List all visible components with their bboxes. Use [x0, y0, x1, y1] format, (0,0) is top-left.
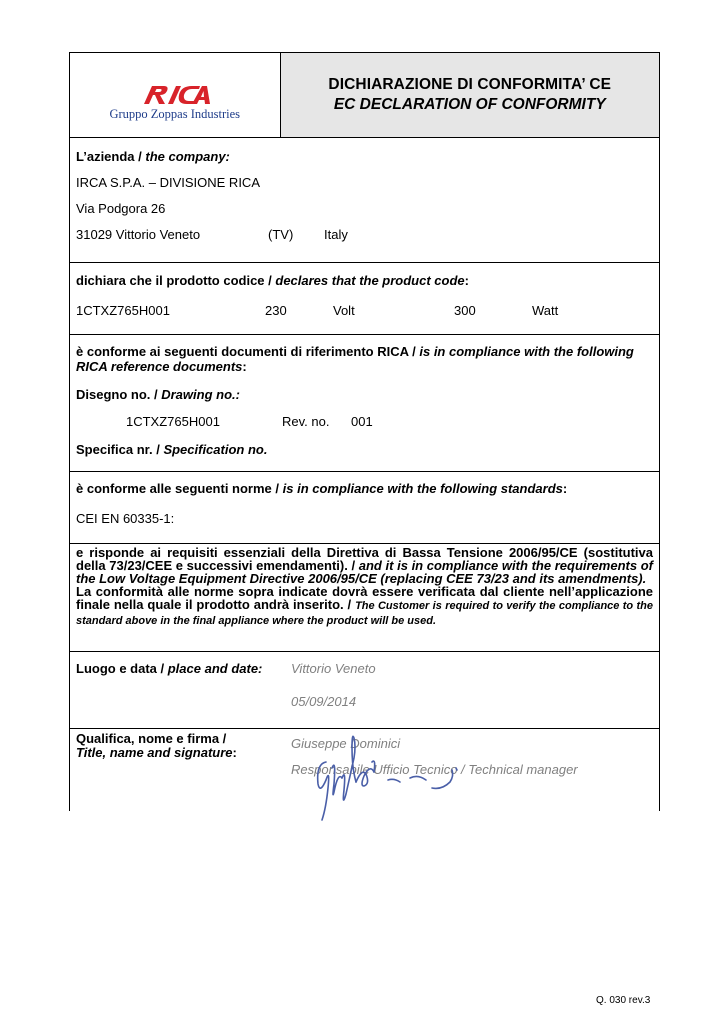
place-date-label-cell	[70, 652, 281, 729]
directive-text: e risponde ai requisiti essenziali della Direttiva di Bassa Tensione 2006/95/CE (sostitutiva della 73/23/CEE e successivi emendamenti). / and it is in compliance with the requirements of the Low Voltage Equipment Directive 2006/95/CE (replacing CEE 73/23 and its amendments).	[76, 545, 653, 586]
place-date-label: Luogo e data / place and date:	[76, 661, 263, 676]
company-city-line	[76, 228, 653, 241]
product-voltage-unit: Volt	[333, 303, 355, 318]
product-label: dichiara che il prodotto codice / declares that the product code:	[76, 273, 469, 288]
rev-label: Rev. no.	[282, 414, 330, 429]
standard-code: CEI EN 60335-1:	[76, 511, 175, 526]
company-label: L’azienda / the company:	[76, 149, 230, 164]
drawing-line	[76, 415, 653, 428]
title-cell	[280, 53, 660, 138]
company-row	[70, 138, 660, 263]
product-line	[76, 304, 653, 317]
spec-label: Specifica nr. / Specification no.	[76, 442, 268, 457]
product-power: 300	[454, 303, 476, 318]
signatory-role: Responsabile Ufficio Tecnico / Technical manager	[291, 762, 578, 777]
place-date-value-cell	[280, 652, 660, 729]
drawing-code: 1CTXZ765H001	[126, 414, 220, 429]
handwritten-signature-icon	[312, 728, 472, 824]
date-value: 05/09/2014	[291, 694, 357, 709]
product-power-unit: Watt	[532, 303, 559, 318]
signatory-label: Qualifica, nome e firma / Title, name and signature:	[76, 731, 237, 760]
header-row	[70, 53, 660, 138]
revision-footer: Q. 030 rev.3	[596, 995, 651, 1006]
product-row	[70, 263, 660, 335]
title-italian: DICHIARAZIONE DI CONFORMITA’ CE	[328, 76, 612, 93]
reference-intro: è conforme ai seguenti documenti di riferimento RICA / is in compliance with the following RICA reference documents:	[76, 344, 634, 374]
rica-logo-icon	[140, 83, 210, 105]
standards-intro: è conforme alle seguenti norme / is in compliance with the following standards:	[76, 481, 568, 496]
company-street: Via Podgora 26	[76, 201, 166, 216]
company-country: Italy	[324, 227, 348, 242]
product-code: 1CTXZ765H001	[76, 303, 170, 318]
directive-row	[70, 544, 660, 652]
reference-row	[70, 335, 660, 472]
drawing-label: Disegno no. / Drawing no.:	[76, 387, 240, 402]
place-date-row	[70, 652, 660, 729]
signatory-label-cell	[70, 729, 281, 812]
declaration-table	[69, 52, 660, 811]
company-province: (TV)	[268, 227, 294, 242]
company-name: IRCA S.P.A. – DIVISIONE RICA	[76, 175, 260, 190]
signatory-name: Giuseppe Dominici	[291, 736, 401, 751]
standards-row	[70, 472, 660, 544]
rev-value: 001	[351, 414, 373, 429]
directive-note: La conformità alle norme sopra indicate dovrà essere verificata dal cliente nell’applicazione finale nella quale il prodotto andrà inserito. / The Customer is required to verify the compliance to the standard above in the final appliance where the product will be used.	[76, 584, 653, 627]
product-voltage: 230	[265, 303, 287, 318]
logo-cell	[70, 53, 281, 138]
title-english: EC DECLARATION OF CONFORMITY	[333, 96, 606, 113]
place-value: Vittorio Veneto	[291, 661, 376, 676]
company-city: 31029 Vittorio Veneto	[76, 227, 201, 242]
logo-text: Gruppo Zoppas Industries	[109, 106, 241, 121]
